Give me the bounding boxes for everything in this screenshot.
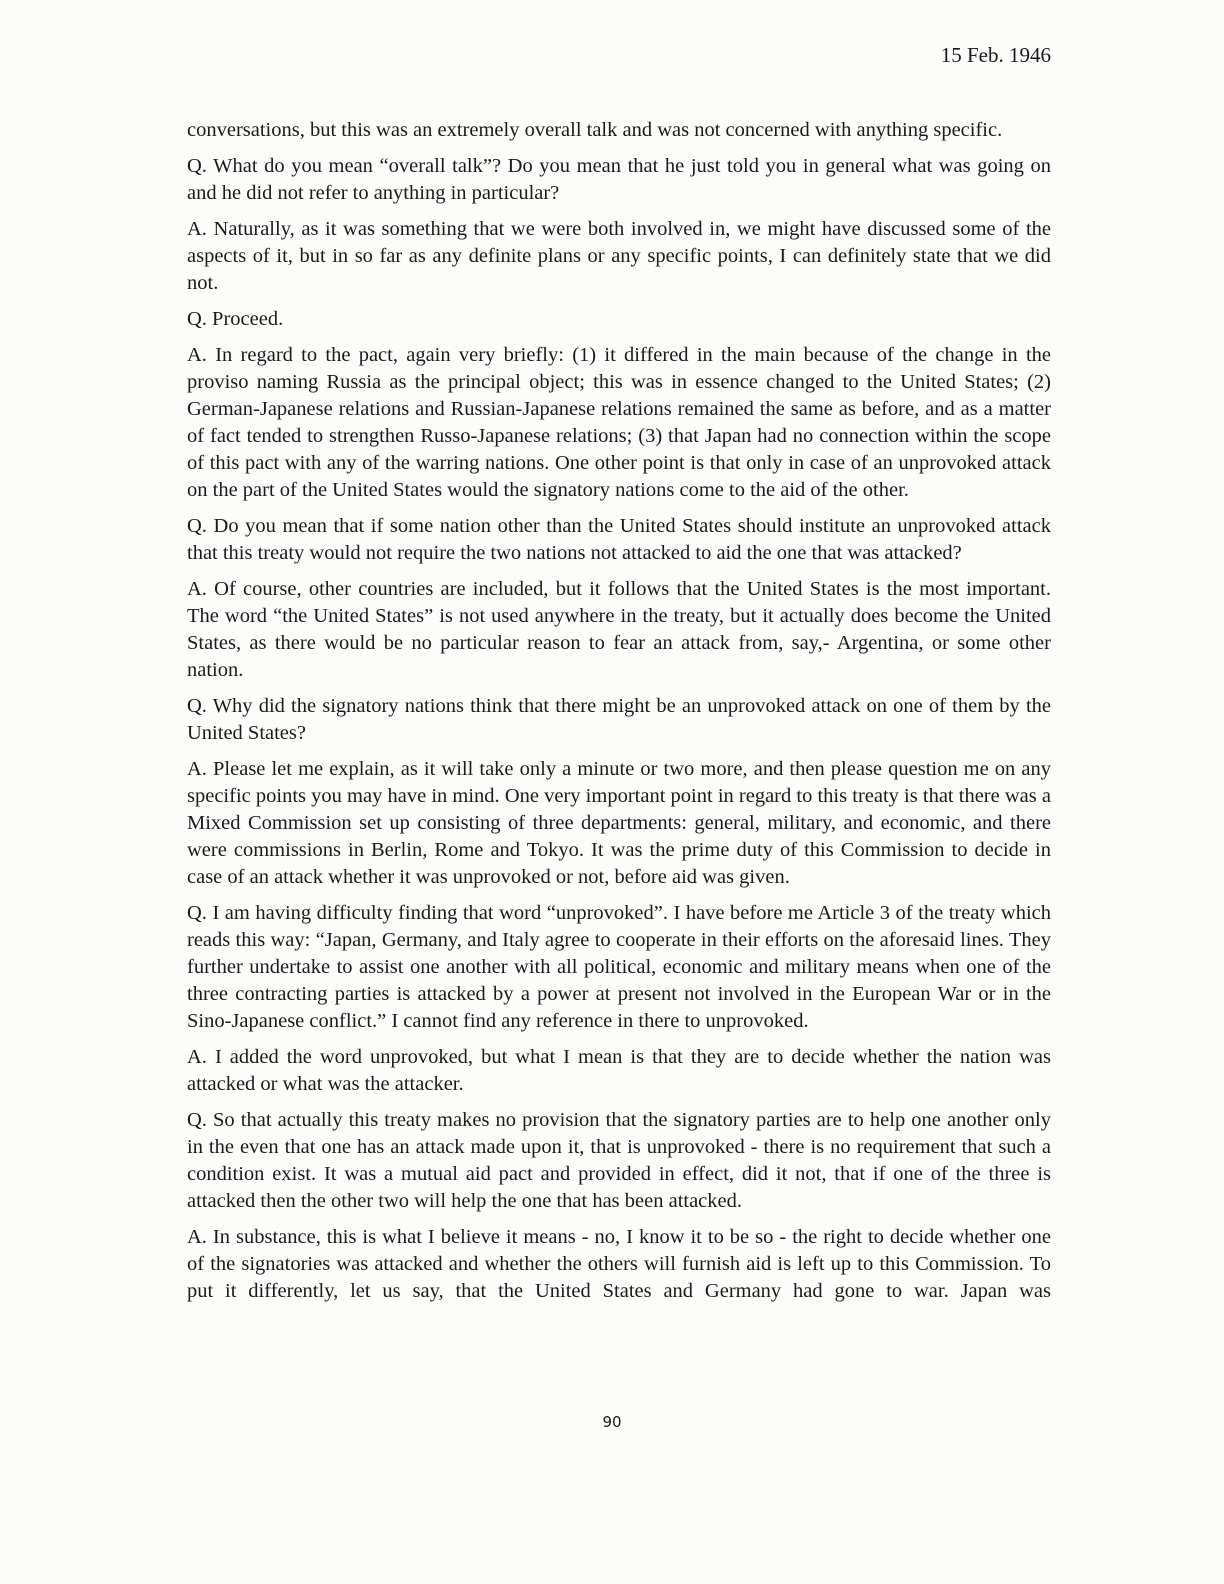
paragraph: Q. What do you mean “overall talk”? Do you mean that he just told you in general what was going on and he did not refer to anything in particular? <box>187 155 1051 204</box>
paragraph: A. Please let me explain, as it will take only a minute or two more, and then please question me on any specific points you may have in mind. One very important point in regard to this treaty is that there was a Mixed Commission set up consisting of three departments: general, military, and economic, and there were commissions in Berlin, Rome and Tokyo. It was the prime duty of this Commission to decide in case of an attack whether it was unprovoked or not, before aid was given. <box>187 758 1051 888</box>
document-date: 15 Feb. 1946 <box>940 43 1051 67</box>
paragraph: conversations, but this was an extremely overall talk and was not concerned with anything specific. <box>187 119 1003 141</box>
paragraph: Q. Why did the signatory nations think that there might be an unprovoked attack on one of them by the United States? <box>187 695 1051 744</box>
paragraph: Q. So that actually this treaty makes no provision that the signatory parties are to help one another only in the even that one has an attack made upon it, that is unprovoked - there is no requirement that such a condition exist. It was a mutual aid pact and provided in effect, did it not, that if one of the three is attacked then the other two will help the one that has been attacked. <box>187 1109 1051 1212</box>
paragraph: A. Of course, other countries are included, but it follows that the United States is the most important. The word “the United States” is not used anywhere in the treaty, but it actually does become the United States, as there would be no particular reason to fear an attack from, say,- Argentina, or some other nation. <box>187 578 1051 681</box>
paragraph: Q. Proceed. <box>187 308 284 330</box>
page-number: 90 <box>602 1413 622 1431</box>
document-body <box>187 117 1051 1314</box>
paragraph: A. In substance, this is what I believe it means - no, I know it to be so - the right to decide whether one of the signatories was attacked and whether the others will furnish aid is left up to this Commission. To put it differently, let us say, that the United States and Germany had gone to war. Japan was <box>187 1226 1051 1302</box>
paragraph: A. Naturally, as it was something that we were both involved in, we might have discussed some of the aspects of it, but in so far as any definite plans or any specific points, I can definitely state that we did not. <box>187 218 1051 294</box>
paragraph: Q. I am having difficulty finding that word “unprovoked”. I have before me Article 3 of the treaty which reads this way: “Japan, Germany, and Italy agree to cooperate in their efforts on the aforesaid lines. They further undertake to assist one another with all political, economic and military means when one of the three contracting parties is attacked by a power at present not involved in the European War or in the Sino-Japanese conflict.” I cannot find any reference in there to unprovoked. <box>187 902 1051 1032</box>
paragraph: A. In regard to the pact, again very briefly: (1) it differed in the main because of the change in the proviso naming Russia as the principal object; this was in essence changed to the United States; (2) German-Japanese relations and Russian-Japanese relations remained the same as before, and as a matter of fact tended to strengthen Russo-Japanese relations; (3) that Japan had no connection within the scope of this pact with any of the warring nations. One other point is that only in case of an unprovoked attack on the part of the United States would the signatory nations come to the aid of the other. <box>187 344 1051 501</box>
paragraph: A. I added the word unprovoked, but what I mean is that they are to decide whether the nation was attacked or what was the attacker. <box>187 1046 1051 1095</box>
paragraph: Q. Do you mean that if some nation other than the United States should institute an unprovoked attack that this treaty would not require the two nations not attacked to aid the one that was attacked? <box>187 515 1051 564</box>
